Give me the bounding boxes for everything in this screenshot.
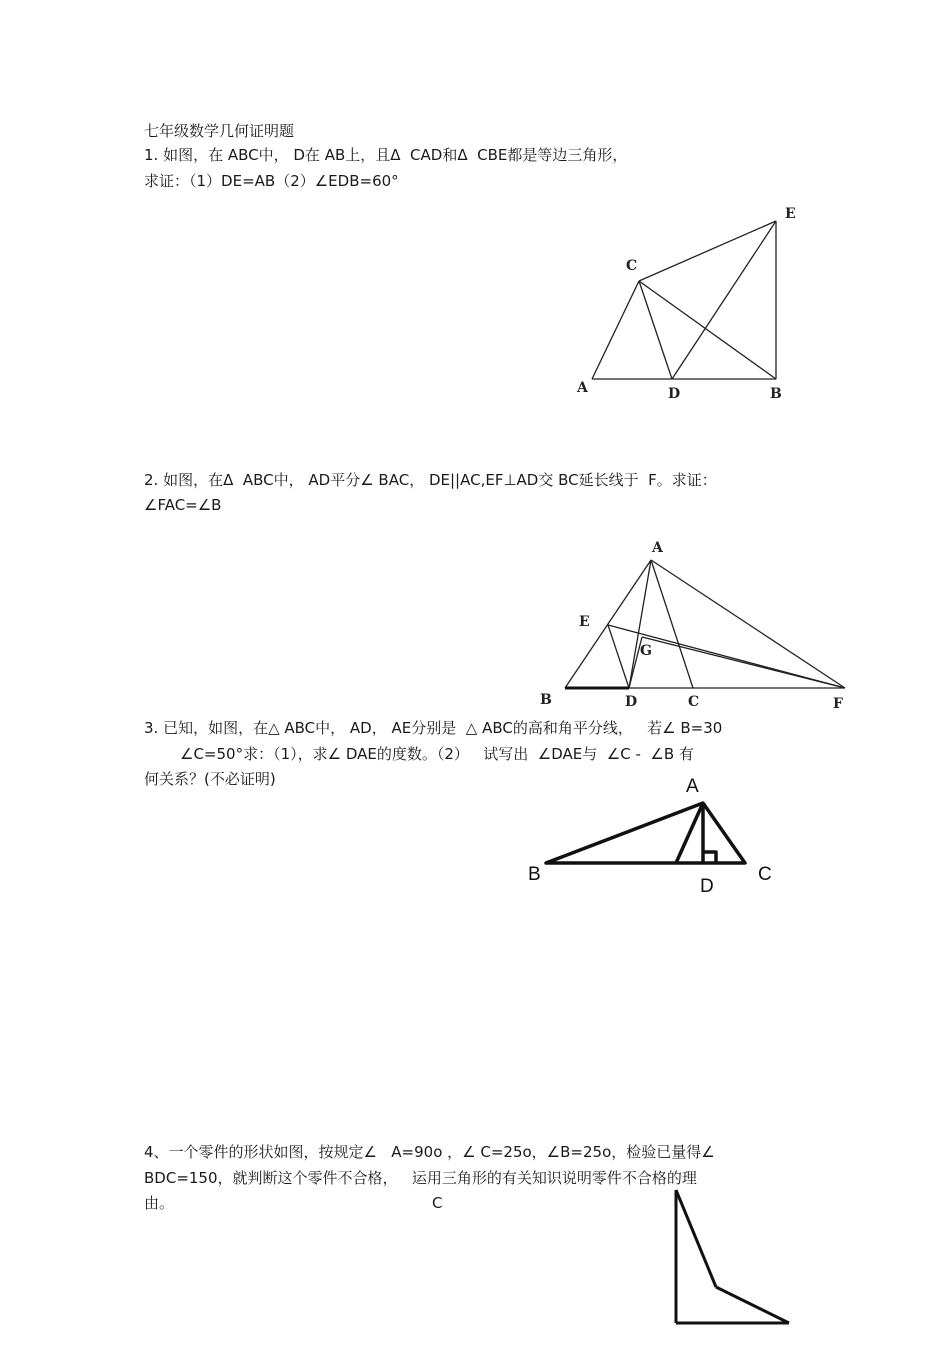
document-title: 七年级数学几何证明题 <box>144 122 295 140</box>
p2-label-c: C <box>688 694 700 710</box>
p4-label-c: C <box>432 1194 443 1212</box>
p1-label-e: E <box>785 206 796 222</box>
p1-label-a: A <box>577 380 588 396</box>
problem-1-line-1: 1. 如图，在 ABC中， D在 AB上，且Δ CAD和Δ CBE都是等边三角形， <box>144 146 628 164</box>
p2-label-b: B <box>540 692 552 708</box>
problem-3-line-1: 3. 已知，如图，在△ ABC中， AD， AE分别是 △ ABC的高和角平分线， 若∠ B=30 <box>144 719 723 737</box>
problem-1-line-2: 求证：（1）DE=AB（2）∠EDB=60° <box>144 172 399 190</box>
problem-2-line-1: 2. 如图，在Δ ABC中， AD平分∠ BAC， DE||AC,EF⊥AD交 BC延长线于 F。求证： <box>144 471 717 489</box>
p1-label-c: C <box>626 258 638 274</box>
p1-label-b: B <box>770 386 782 402</box>
p2-label-g: G <box>640 643 652 659</box>
problem-3-line-3: 何关系？(不必证明) <box>144 770 276 788</box>
p2-label-a: A <box>652 540 663 556</box>
p2-label-e: E <box>579 614 590 630</box>
p3-label-d: D <box>700 876 714 897</box>
problem-3-line-2: ∠C=50°求：（1），求∠ DAE的度数。（2） 试写出 ∠DAE与 ∠C - ∠B 有 <box>180 745 694 763</box>
p1-label-d: D <box>668 386 681 402</box>
problem-4-line-2: BDC=150，就判断这个零件不合格， 运用三角形的有关知识说明零件不合格的理 <box>144 1169 697 1187</box>
problem-2-line-2: ∠FAC=∠B <box>144 496 222 514</box>
p3-label-b: B <box>528 864 541 885</box>
problem-4-line-1: 4、一个零件的形状如图，按规定∠ A=90o ，∠ C=25o，∠B=25o，检验已量得∠ <box>144 1143 715 1161</box>
p2-label-f: F <box>833 696 843 712</box>
p3-label-c: C <box>758 864 772 885</box>
problem-4-line-3: 由。 <box>144 1194 175 1212</box>
p2-label-d: D <box>625 694 638 710</box>
p3-label-a: A <box>686 776 699 797</box>
